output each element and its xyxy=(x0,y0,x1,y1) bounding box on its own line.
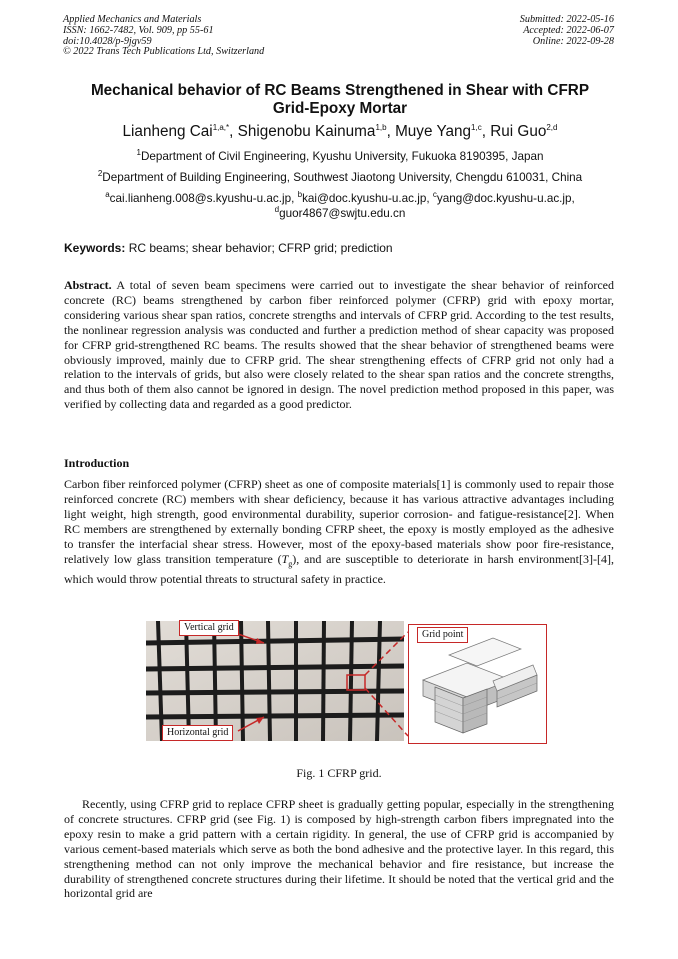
author: Shigenobu Kainuma$^{1,b}$ xyxy=(237,122,387,140)
author-list: Lianheng Cai$^{1,a,*}$, Shigenobu Kainuma$^{1,b}$, Muye Yang$^{1,c}$, Rui Guo$^{2,d}$ xyxy=(122,122,558,140)
online-date: Online: 2022-09-28 xyxy=(532,35,614,47)
author: Rui Guo$^{2,d}$ xyxy=(490,122,558,140)
paper-title xyxy=(60,82,620,118)
affiliation: $^1$Department of Civil Engineering, Kyushu University, Fukuoka 8190395, Japan xyxy=(136,148,544,163)
intro-paragraph-2: Recently, using CFRP grid to replace CFRP sheet is gradually getting popular, especially in the strengthening of concrete structures. CFRP grid (see Fig. 1) is composed by high-strength carbon fibers impregnated into the epoxy resin to make a grid pattern with a certain rigidity. In general, the use of CFRP grid is accompanied by various cement-based materials which serve as both the bond adhesive and the protective layer. In this regard, this strengthening method can not only improve the mechanical behavior and fire resistance, but increase the durability of strengthened concrete structures during their lifetime. It should be noted that the vertical grid and the horizontal grid are xyxy=(64,797,614,901)
email-link[interactable]: $^b$kai@doc.kyushu-u.ac.jp xyxy=(297,190,427,205)
abstract-label: Abstract. xyxy=(64,278,112,292)
horizontal-grid-label: Horizontal grid xyxy=(162,725,233,741)
email-list: $^a$cai.lianheng.008@s.kyushu-u.ac.jp, $^b$kai@doc.kyushu-u.ac.jp, $^c$yang@doc.kyushu-u.ac.jp, $^d$guor4867@swjtu.edu.cn xyxy=(105,190,575,220)
abstract-text: A total of seven beam specimens were carried out to investigate the shear behavior of reinforced concrete (RC) beams strengthened by carbon fiber reinforced polymer (CFRP) grid with epoxy mortar, considering various shear span ratios, concrete strengths and intervals of CFRP grid. According to the test results, the nonlinear regression analysis was conducted and further a prediction method of shear capacity was proposed for CFRP grid-strengthened RC beams. The results showed that the shear behavior of strengthened beams were obviously improved, mainly due to CFRP grid. The shear strengthening effects of CFRP grid not only had a relation to the intervals of grids, but also were closely related to the shear span ratios and the concrete strengths, and thus both of them also cannot be ignored in design. The novel prediction method proposed in this paper, was verified by collecting data and regarded as a good predictor. xyxy=(64,278,614,412)
affiliation: $^2$Department of Building Engineering, Southwest Jiaotong University, Chengdu 610031, China xyxy=(97,169,583,184)
submitted-date: Submitted: 2022-05-16 xyxy=(519,14,614,25)
author: Muye Yang$^{1,c}$ xyxy=(395,122,482,140)
keywords xyxy=(64,241,393,255)
keywords-label: Keywords: xyxy=(64,241,126,255)
copyright: © 2022 Trans Tech Publications Ltd, Switzerland xyxy=(63,46,265,58)
doi-link[interactable]: doi:10.4028/p-9jgv59 xyxy=(63,35,152,47)
publication-dates xyxy=(520,15,614,47)
abstract xyxy=(64,278,614,412)
issn: ISSN: 1662-7482, Vol. 909, pp 55-61 xyxy=(63,24,214,36)
vertical-grid-label: Vertical grid xyxy=(179,620,239,636)
journal-info xyxy=(63,15,264,58)
accepted-date: Accepted: 2022-06-07 xyxy=(523,24,614,36)
keywords-text: RC beams; shear behavior; CFRP grid; prediction xyxy=(128,241,393,255)
title-line-2: Grid-Epoxy Mortar xyxy=(272,100,408,117)
section-heading: Introduction xyxy=(64,456,130,470)
grid-point-detail xyxy=(408,624,547,744)
email-link[interactable]: $^d$guor4867@swjtu.edu.cn xyxy=(274,204,406,220)
author: Lianheng Cai$^{1,a,*}$ xyxy=(122,122,230,140)
email-link[interactable]: $^a$cai.lianheng.008@s.kyushu-u.ac.jp xyxy=(105,190,292,205)
figure-1 xyxy=(146,618,546,744)
journal-name: Applied Mechanics and Materials xyxy=(63,14,202,25)
grid-point-label: Grid point xyxy=(417,627,468,643)
intro-paragraph-1: Carbon fiber reinforced polymer (CFRP) sheet as one of composite materials[1] is commonly used to repair those reinforced concrete (RC) members with shear deficiency, because it has various attractive advantages including light weight, high strength, good environmental durability, superior corrosion- and fatigue-resistance[2]. When RC members are strengthened by externally bonding CFRP sheet, the epoxy is mostly employed as the adhesive to transfer the interfacial shear stress. However, most of the epoxy-based materials show poor fire-resistance, relatively low glass transition temperature $(T_g)$, and are susceptible to deteriorate in harsh environment[3]-[4], which would throw potential threats to structural safety in practice. xyxy=(64,477,614,586)
title-line-1: Mechanical behavior of RC Beams Strengthened in Shear with CFRP xyxy=(90,82,590,99)
figure-caption: Fig. 1 CFRP grid. xyxy=(296,766,382,780)
email-link[interactable]: $^c$yang@doc.kyushu-u.ac.jp xyxy=(432,190,572,205)
